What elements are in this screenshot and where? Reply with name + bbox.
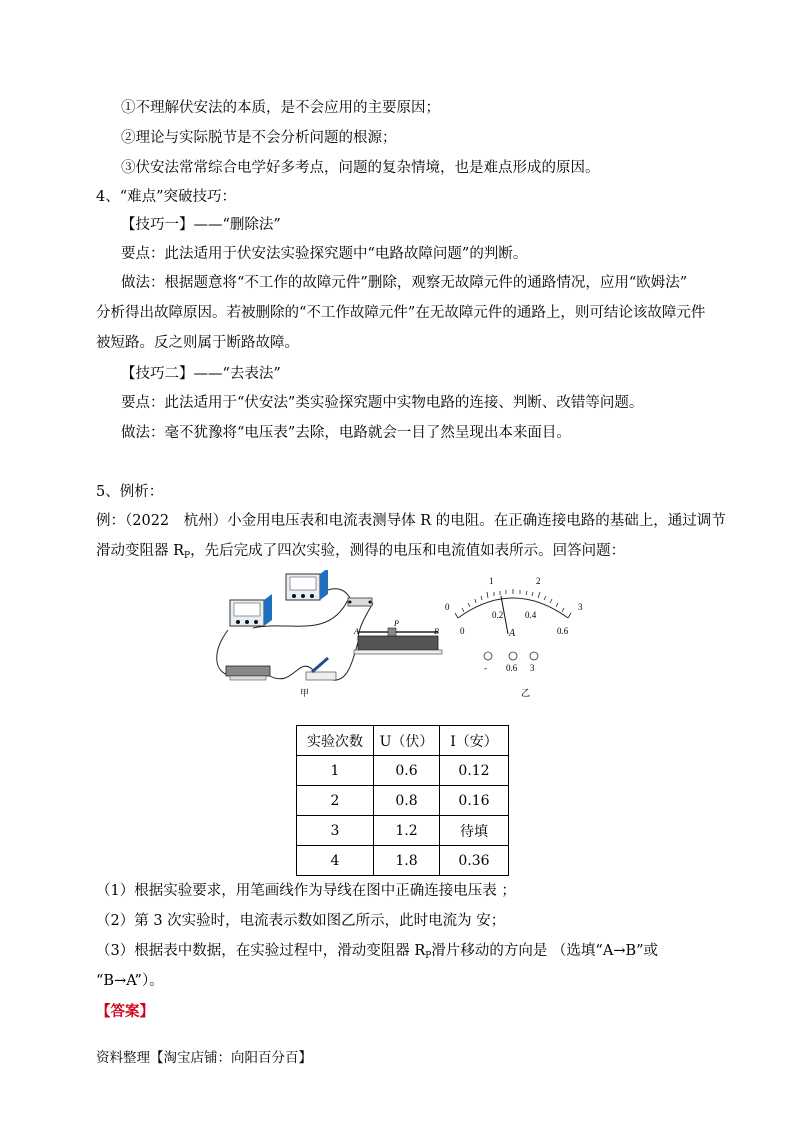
tip1-method-line3: 被短路。反之则属于断路故障。 xyxy=(96,335,299,351)
answer-label: 【答案】 xyxy=(96,1003,154,1020)
example-line1: 例：（2022 杭州）小金用电压表和电流表测导体 R 的电阻。在正确连接电路的基础上，通过调节 xyxy=(96,513,726,529)
reason-1: ①不理解伏安法的本质，是不会应用的主要原因； xyxy=(121,100,440,116)
dial-top-3: 3 xyxy=(578,602,583,612)
question-3-sub: P xyxy=(425,951,432,961)
table-cell: 4 xyxy=(297,846,374,876)
table-cell: 2 xyxy=(297,786,374,816)
example-line2-pre: 滑动变阻器 R xyxy=(96,543,185,559)
voltmeter-device xyxy=(286,570,328,600)
table-row xyxy=(297,816,509,846)
rheostat-label-p: P xyxy=(394,619,399,628)
terminal-minus: - xyxy=(484,663,487,673)
tip1-title: 【技巧一】——“删除法” xyxy=(121,217,281,233)
rheostat-label-a: A xyxy=(354,627,359,636)
ammeter-dial xyxy=(445,576,583,698)
reason-2: ②理论与实际脱节是不会分析问题的根源； xyxy=(121,130,397,146)
wire-resistor xyxy=(358,603,373,640)
table-row xyxy=(297,846,509,876)
dial-bottom-06: 0.6 xyxy=(557,626,569,636)
rheostat-device xyxy=(353,619,442,654)
resistor-device xyxy=(348,598,372,606)
dial-bottom-02: 0.2 xyxy=(492,610,504,620)
question-1: （1）根据实验要求，用笔画线作为导线在图中正确连接电压表 ； xyxy=(96,883,516,899)
tip1-method-line1: 做法：根据题意将“不工作的故障元件”删除，观察无故障元件的通路情况，应用“欧姆法” xyxy=(121,275,688,291)
terminal-3: 3 xyxy=(530,663,535,673)
circuit-figure xyxy=(208,570,598,705)
tip1-method-line2: 分析得出故障原因。若被删除的“不工作故障元件”在无故障元件的通路上，则可结论该故障元件 xyxy=(96,305,706,321)
dial-unit: A xyxy=(509,628,516,639)
table-row xyxy=(297,786,509,816)
dial-top-0: 0 xyxy=(445,602,450,612)
tip2-title: 【技巧二】——“去表法” xyxy=(121,366,281,382)
table-cell: 0.36 xyxy=(440,846,509,876)
table-cell: 0.16 xyxy=(440,786,509,816)
example-line2-sub: P xyxy=(184,551,191,561)
question-2: （2）第 3 次实验时，电流表示数如图乙所示，此时电流为 安； xyxy=(96,913,506,929)
table-cell: 0.12 xyxy=(440,756,509,786)
question-3-pre: （3）根据表中数据，在实验过程中，滑动变阻器 R xyxy=(96,943,426,959)
section-5-title: 5、例析： xyxy=(96,484,164,500)
table-header: I（安） xyxy=(440,726,509,756)
table-cell: 3 xyxy=(297,816,374,846)
rheostat-label-b: B xyxy=(434,627,439,636)
table-cell: 0.8 xyxy=(374,786,440,816)
table-cell: 1 xyxy=(297,756,374,786)
table-row xyxy=(297,756,509,786)
data-table xyxy=(296,725,509,876)
ammeter-device xyxy=(230,594,272,626)
dial-bottom-04: 0.4 xyxy=(525,610,537,620)
table-cell: 1.2 xyxy=(374,816,440,846)
table-header: 实验次数 xyxy=(297,726,374,756)
example-line2 xyxy=(96,541,625,566)
section-4-title: 4、“难点”突破技巧： xyxy=(96,189,237,205)
terminal-06: 0.6 xyxy=(506,663,518,673)
example-line2-post: ，先后完成了四次实验，测得的电压和电流值如表所示。回答问题： xyxy=(190,543,626,559)
table-cell: 待填 xyxy=(440,816,509,846)
question-3-line2: “B→A”）。 xyxy=(96,973,164,989)
table-cell: 1.8 xyxy=(374,846,440,876)
tip2-point: 要点：此法适用于“伏安法”类实验探究题中实物电路的连接、判断、改错等问题。 xyxy=(121,395,644,411)
dial-top-2: 2 xyxy=(536,576,541,586)
table-cell: 0.6 xyxy=(374,756,440,786)
table-header: U（伏） xyxy=(374,726,440,756)
figure-label-yi: 乙 xyxy=(521,688,531,698)
dial-bottom-0: 0 xyxy=(460,626,465,636)
battery-device xyxy=(226,666,270,680)
question-3-post: 滑片移动的方向是 （选填“A→B”或 xyxy=(431,943,659,959)
question-3 xyxy=(96,941,658,966)
figure-label-jia: 甲 xyxy=(300,688,310,698)
table-header-row xyxy=(297,726,509,756)
reason-3: ③伏安法常常综合电学好多考点，问题的复杂情境，也是难点形成的原因。 xyxy=(121,160,600,176)
tip2-method: 做法：毫不犹豫将“电压表”去除，电路就会一目了然呈现出本来面目。 xyxy=(121,425,571,441)
wire-switch-rheostat xyxy=(333,642,358,680)
tip1-point: 要点：此法适用于伏安法实验探究题中“电路故障问题”的判断。 xyxy=(121,246,528,262)
page-footer: 资料整理【淘宝店铺：向阳百分百】 xyxy=(96,1050,312,1066)
switch-device xyxy=(306,658,336,680)
dial-top-1: 1 xyxy=(489,576,494,586)
